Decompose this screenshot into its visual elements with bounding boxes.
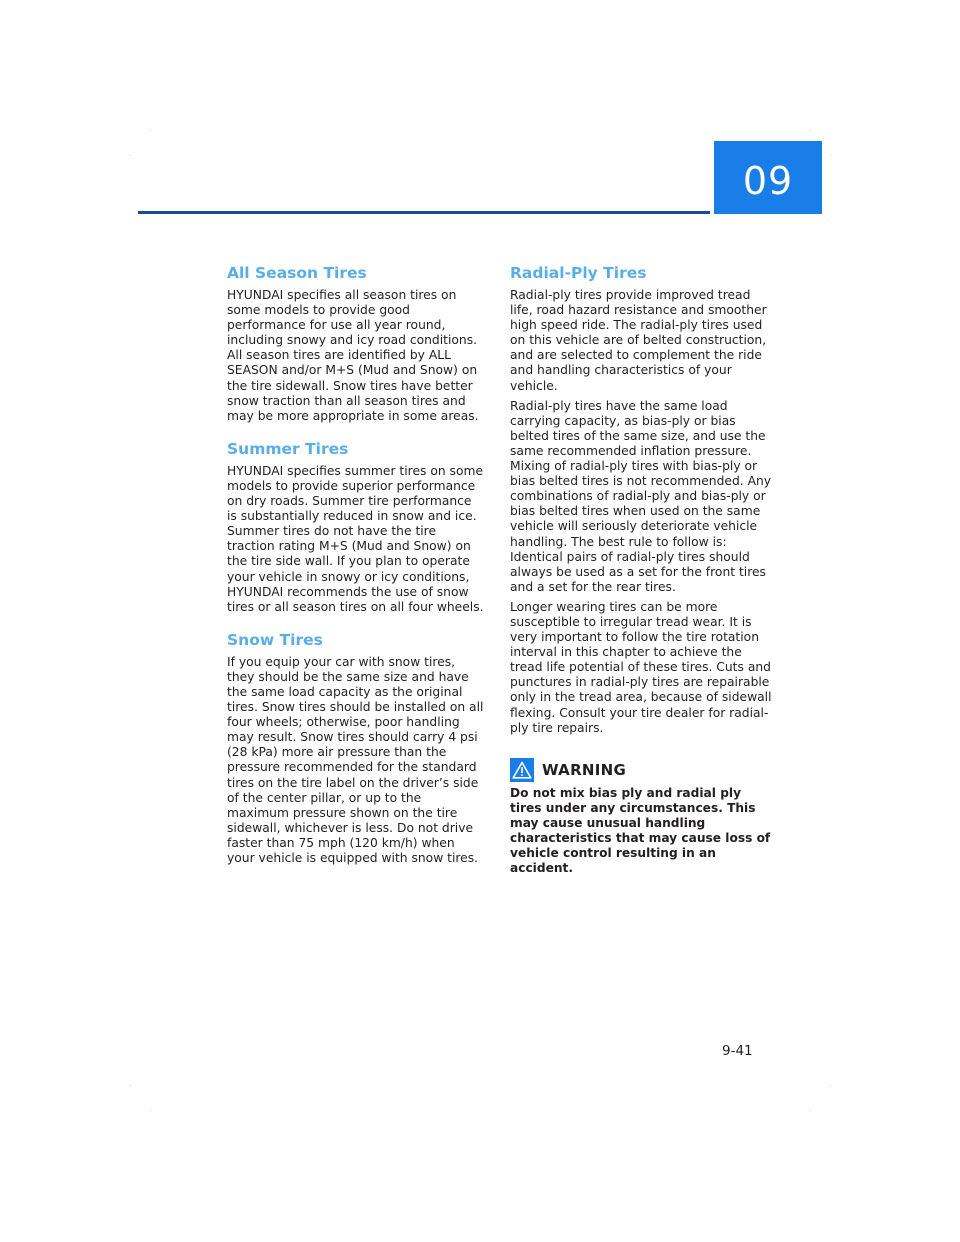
crop-mark: [130, 155, 131, 156]
section-summer-tires: [227, 438, 485, 615]
crop-mark: [810, 1110, 811, 1111]
section-radial-ply-tires: [510, 262, 772, 736]
section-paragraph: Longer wearing tires can be more susceptible to irregular tread wear. It is very important to follow the tire rotation interval in this chapter to achieve the tread life potential of these tires. Cuts and punctures in radial-ply tires are repairable only in the tread area, because of sidewall flexing. Consult your tire dealer for radial-ply tire repairs.: [510, 599, 772, 735]
section-heading: Snow Tires: [227, 630, 323, 649]
crop-mark: [830, 155, 831, 156]
section-heading: All Season Tires: [227, 264, 367, 282]
crop-mark: [130, 1085, 131, 1086]
section-paragraph: If you equip your car with snow tires, they should be the same size and have the same load capacity as the original tires. Snow tires should be installed on all four wheels; otherwise, poor handling may result. Snow tires should carry 4 psi (28 kPa) more air pressure than the pressure recommended for the standard tires on the tire label on the driver’s side of the center pillar, or up to the maximum pressure shown on the tire sidewall, whichever is less. Do not drive faster than 75 mph (120 km/h) when your vehicle is equipped with snow tires.: [227, 654, 484, 865]
warning-title: WARNING: [542, 760, 627, 779]
warning-text: Do not mix bias ply and radial ply tires under any circumstances. This may cause unusual handling characteristics that may cause loss of vehicle control resulting in an accident.: [510, 785, 771, 875]
section-heading: Radial-Ply Tires: [510, 264, 647, 282]
left-column: [227, 262, 485, 880]
section-paragraph: HYUNDAI specifies summer tires on some models to provide superior performance on dry roads. Summer tire performance is substantially reduced in snow and ice. Summer tires do not have the tire traction rating M+S (Mud and Snow) on the tire side wall. If you plan to operate your vehicle in snowy or icy conditions, HYUNDAI recommends the use of snow tires or all season tires on all four wheels.: [227, 463, 484, 614]
section-paragraph: HYUNDAI specifies all season tires on some models to provide good performance for use all year round, including snowy and icy road conditions. All season tires are identified by ALL SEASON and/or M+S (Mud and Snow) on the tire sidewall. Snow tires have better snow traction than all season tires and may be more appropriate in some areas.: [227, 288, 479, 423]
section-paragraph: Radial-ply tires provide improved tread life, road hazard resistance and smoother high speed ride. The radial-ply tires used on this vehicle are of belted construction, and are selected to complement the ride and handling characteristics of your vehicle.: [510, 288, 767, 393]
chapter-number: 09: [742, 158, 794, 203]
section-all-season-tires: [227, 262, 485, 424]
section-paragraph: Radial-ply tires have the same load carrying capacity, as bias-ply or bias belted tires of the same size, and use the same recommended inflation pressure. Mixing of radial-ply tires with bias-ply or bias belted tires is not recommended. Any combinations of radial-ply and bias-ply or bias belted tires when used on the same vehicle will seriously deteriorate vehicle handling. The best rule to follow is: Identical pairs of radial-ply tires should always be used as a set for the front tires and a set for the rear tires.: [510, 398, 772, 594]
crop-mark: [150, 130, 151, 131]
header-rule: [138, 211, 710, 214]
warning-header: [510, 758, 772, 782]
crop-mark: [150, 1110, 151, 1111]
crop-mark: [810, 130, 811, 131]
right-column: [510, 262, 772, 876]
page-number: 9-41: [722, 1043, 753, 1059]
crop-mark: [830, 1085, 831, 1086]
chapter-tab: [714, 141, 822, 214]
warning-triangle-icon: [510, 758, 534, 782]
section-snow-tires: [227, 629, 485, 866]
section-heading: Summer Tires: [227, 439, 349, 458]
